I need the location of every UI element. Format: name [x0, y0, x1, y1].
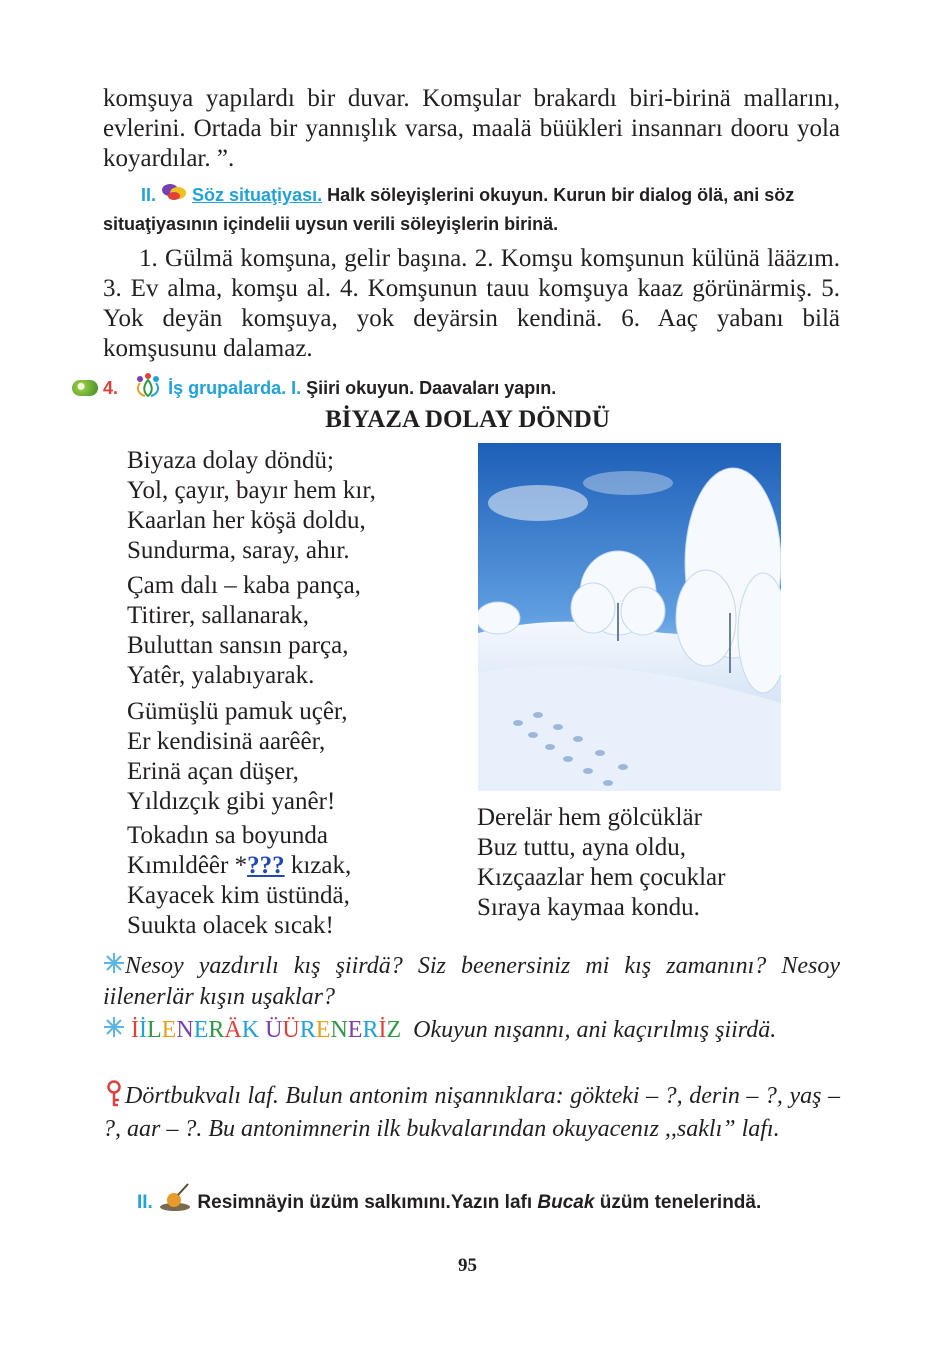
snowflake-icon	[103, 952, 125, 982]
heading-letter: N	[176, 1017, 194, 1043]
heading-letter: İ	[139, 1017, 147, 1043]
heading-letter: Ü	[282, 1017, 300, 1043]
exercise-instruction: Halk söleyişlerini okuyun. Kurun bir dialog ölä, ani söz situaţiyasının içindelii uysun verili söleyişlerin birinä.	[103, 185, 795, 235]
poem-line: Yıldızçık gibi yanêr!	[127, 788, 336, 815]
grape-italic-word: Bucak	[537, 1192, 595, 1214]
heading-letter: R	[299, 1017, 316, 1043]
poem-line: Tokadın sa boyunda	[127, 822, 328, 849]
writing-pen-icon	[158, 1183, 192, 1223]
poem-line: Kızçaazlar hem çocuklar	[477, 864, 726, 891]
poem-line-missing-word	[127, 851, 351, 881]
poem-line: Çam dalı – kaba pança,	[127, 572, 361, 599]
page-number: 95	[458, 1255, 477, 1276]
poem-stanza	[127, 697, 347, 817]
poem-stanza	[477, 803, 725, 923]
line-start: Kımıldêêr *	[127, 852, 248, 879]
heading-letter: Ü	[265, 1017, 283, 1043]
exercise-badge-icon	[72, 380, 98, 396]
exercise-number: II.	[137, 1192, 153, 1214]
poem-line: Suukta olacek sıcak!	[127, 912, 334, 939]
situation-exercise	[103, 181, 840, 238]
word-game-text: Dörtbukvalı laf. Bulun antonim nişannıklara: gökteki – ?, derin – ?, yaş – ?, aar – ?. Bu antonimnerin ilk bukvalarından okuyacenız ,,saklı” lafı.	[103, 1083, 840, 1142]
group-work-icon	[133, 372, 163, 406]
exercise-instruction: Şiiri okuyun. Daavaları yapın.	[306, 377, 557, 398]
heading-letter: E	[315, 1017, 331, 1043]
poem-line: Buluttan sansın parça,	[127, 632, 349, 659]
poem-line: Yol, çayır, bayır hem kır,	[127, 477, 376, 504]
snowflake-icon	[103, 1016, 125, 1046]
question-text: Nesoy yazdırılı kış şiirdä? Siz beenersiniz mi kış zamanını? Nesoy iilenerlär kışın uşaklar?	[103, 953, 840, 1011]
heading-letter: İ	[131, 1017, 139, 1043]
poem-line: Biyaza dolay döndü;	[127, 447, 334, 474]
poem-stanza	[127, 446, 376, 566]
grape-exercise	[137, 1183, 761, 1223]
heading-letter: K	[241, 1017, 260, 1043]
exercise-title: İş grupalarda. I.	[168, 377, 302, 398]
poem-title: BİYAZA DOLAY DÖNDÜ	[325, 406, 610, 433]
exercise-number: 4.	[103, 377, 119, 398]
winter-landscape-photo	[478, 443, 781, 791]
poem-line: Sundurma, saray, ahır.	[127, 537, 350, 564]
line-end: kızak,	[284, 852, 352, 879]
poem-line: Gümüşlü pamuk uçêr,	[127, 698, 348, 725]
poem-line: Er kendisinä aarêêr,	[127, 728, 326, 755]
key-icon	[103, 1080, 125, 1115]
heading-letter: L	[147, 1017, 162, 1043]
proverbs-paragraph: 1. Gülmä komşuna, gelir başına. 2. Komşu komşunun külünä lääzım. 3. Ev alma, komşu al. 4. Komşunun tauu komşuya kaaz görünärmiş. 5. Yok deyän komşuya, yok deyärsin kendinä. 6. Aaç yabanı bilä komşusunu dalamaz.	[103, 245, 840, 362]
poem-line: Derelär hem gölcüklär	[477, 804, 702, 831]
poem-line: Buz tuttu, ayna oldu,	[477, 834, 686, 861]
poem-line: Titirer, sallanarak,	[127, 602, 310, 629]
poem-line: Kayacek kim üstündä,	[127, 882, 350, 909]
heading-letter: Z	[386, 1017, 402, 1043]
heading-letter: N	[330, 1017, 348, 1043]
poem-stanza	[127, 571, 361, 691]
poem-stanza	[127, 821, 351, 941]
exercise-title: Söz situaţiyası.	[192, 185, 323, 205]
speech-bubbles-icon	[161, 182, 187, 210]
poem-line: Erinä açan düşer,	[127, 758, 299, 785]
poem-line: Kaarlan her köşä doldu,	[127, 507, 366, 534]
heading-letter: R	[208, 1017, 225, 1043]
poem-line: Sıraya kaymaa kondu.	[477, 894, 700, 921]
heading-letter: E	[347, 1017, 363, 1043]
discussion-question	[103, 951, 840, 1012]
intro-paragraph: komşuya yapılardı bir duvar. Komşular brakardı biri-birinä mallarını, evlerini. Ortada bir yannışlık varsa, maalä büükleri insannarı dooru yola koyardılar. ”.	[103, 85, 840, 172]
learn-heading	[131, 1017, 401, 1043]
heading-letter: E	[161, 1017, 177, 1043]
learn-instruction: Okuyun nışannı, ani kaçırılmış şiirdä.	[413, 1017, 777, 1043]
exercise-number: II.	[141, 185, 157, 205]
heading-letter: R	[362, 1017, 379, 1043]
poem-line: Yatêr, yalabıyarak.	[127, 662, 315, 689]
missing-word-marker: ???	[247, 852, 285, 879]
heading-letter: Ä	[224, 1017, 242, 1043]
heading-letter: E	[193, 1017, 209, 1043]
word-game	[103, 1080, 840, 1143]
learn-by-playing	[103, 1015, 840, 1046]
grape-text-end: üzüm tenelerindä.	[599, 1192, 762, 1214]
exercise-4	[72, 372, 556, 406]
grape-text-start: Resimnäyin üzüm salkımını.Yazın lafı	[197, 1192, 533, 1214]
heading-letter: İ	[378, 1017, 387, 1043]
